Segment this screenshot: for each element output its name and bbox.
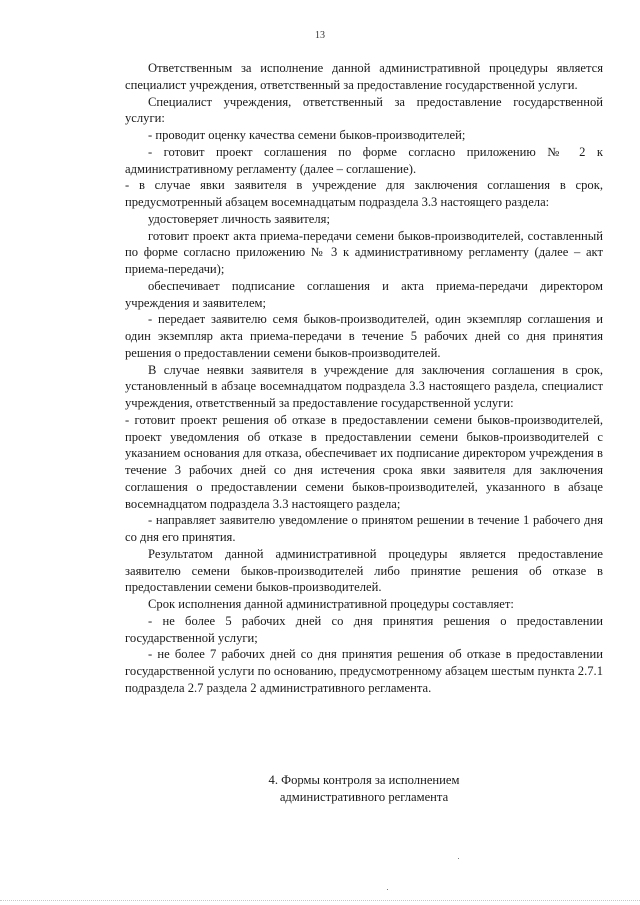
paragraph: - проводит оценку качества семени быков-производителей; — [148, 128, 466, 142]
page-number: 13 — [315, 30, 325, 41]
scan-artifact — [458, 858, 459, 859]
section-heading-line-2: административного регламента — [279, 789, 449, 804]
paragraph: Результатом данной административной процедуры является предоставление заявителю семени быков-производителей либо принятие решения об отказе в предоставлении семени быков-производителей. — [125, 546, 603, 595]
paragraph: - готовит проект решения об отказе в предоставлении семени быков-производителей, проект уведомления об отказе в предоставлении семени быков-производителей с указанием основания для отказа, обеспечивает их подписание директором учреждения в течение 3 рабочих дней со дня истечения срока явки заявителя для заключения соглашения о предоставлении семени быков-производителей, указанного в абзаце восемнадцатом подраздела 3.3 настоящего раздела; — [125, 412, 603, 511]
scan-artifact — [387, 889, 388, 890]
paragraph: - не более 7 рабочих дней со дня принятия решения об отказе в предоставлении государственной услуги по основанию, предусмотренному абзацем шестым пункта 2.7.1 подраздела 2.7 раздела 2 административного регламента. — [125, 647, 603, 695]
paragraph: - готовит проект соглашения по форме согласно приложению № 2 к административному регламенту (далее – соглашение). — [125, 144, 603, 176]
paragraph: - не более 5 рабочих дней со дня принятия решения о предоставлении государственной услуги; — [125, 613, 603, 645]
paragraph: Срок исполнения данной административной процедуры составляет: — [148, 597, 514, 611]
paragraph: - передает заявителю семя быков-производителей, один экземпляр соглашения и один экземпляр акта приема-передачи в течение 5 рабочих дней со дня принятия решения о предоставлении семени быков-производителей. — [125, 312, 603, 360]
document-body — [125, 60, 603, 697]
paragraph: - направляет заявителю уведомление о принятом решении в течение 1 рабочего дня со дня его принятия. — [125, 513, 603, 544]
paragraph: удостоверяет личность заявителя; — [148, 211, 330, 226]
paragraph: готовит проект акта приема-передачи семени быков-производителей, составленный по форме согласно приложению № 3 к административному регламенту (далее – акт приема-передачи); — [125, 228, 603, 276]
paragraph: обеспечивает подписание соглашения и акта приема-передачи директором учреждения и заявителем; — [125, 278, 603, 310]
paragraph: - в случае явки заявителя в учреждение для заключения соглашения в срок, предусмотренный абзацем восемнадцатым подраздела 3.3 настоящего раздела: — [125, 178, 603, 209]
paragraph: Специалист учреждения, ответственный за предоставление государственной услуги: — [125, 94, 603, 126]
section-heading — [125, 772, 603, 806]
section-heading-line-1: 4. Формы контроля за исполнением — [268, 773, 460, 787]
page-bottom-edge — [0, 900, 640, 901]
paragraph: Ответственным за исполнение данной административной процедуры является специалист учреждения, ответственный за предоставление государственной услуги. — [125, 61, 603, 92]
paragraph: В случае неявки заявителя в учреждение для заключения соглашения в срок, установленный в абзаце восемнадцатом подраздела 3.3 настоящего раздела, специалист учреждения, ответственный за предоставление государственной услуги: — [125, 362, 603, 410]
